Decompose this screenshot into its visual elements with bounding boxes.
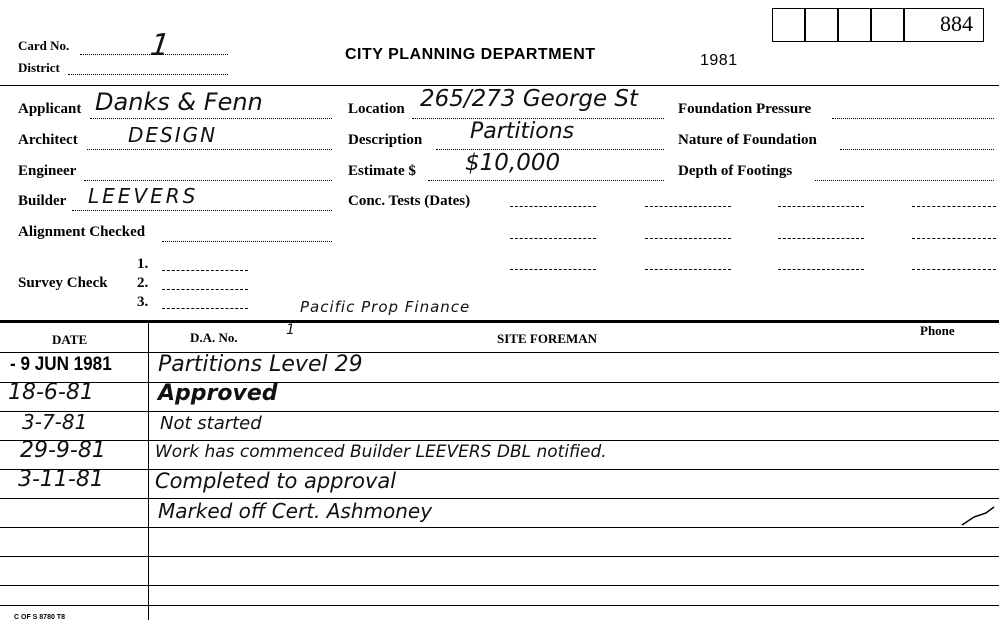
card-no-value: 1 bbox=[144, 28, 175, 63]
location-value: 265/273 George St bbox=[420, 86, 639, 112]
survey-num-1: 1. bbox=[137, 256, 149, 272]
conc-line bbox=[510, 196, 596, 207]
log-row-line bbox=[0, 382, 999, 383]
log-row-line bbox=[0, 498, 999, 499]
location-label: Location bbox=[348, 101, 405, 117]
log-row-line bbox=[0, 440, 999, 441]
log-date: - 9 JUN 1981 bbox=[10, 354, 112, 375]
depth-of-footings-line bbox=[815, 166, 994, 181]
conc-line bbox=[912, 196, 996, 207]
card-number: 884 bbox=[904, 8, 984, 42]
log-entry: Not started bbox=[160, 413, 262, 434]
conc-line bbox=[778, 228, 864, 239]
tick-mark bbox=[960, 505, 996, 529]
log-date: 3-11-81 bbox=[18, 467, 104, 492]
conc-line bbox=[778, 259, 864, 270]
builder-label: Builder bbox=[18, 193, 67, 209]
log-row-line bbox=[0, 411, 999, 412]
district-line bbox=[68, 60, 228, 75]
conc-tests-label: Conc. Tests (Dates) bbox=[348, 193, 471, 209]
survey-num-3: 3. bbox=[137, 294, 149, 310]
nature-of-foundation-line bbox=[840, 135, 994, 150]
applicant-value: Danks & Fenn bbox=[95, 88, 263, 116]
year: 1981 bbox=[700, 52, 738, 69]
card-number-box-1 bbox=[772, 8, 805, 42]
conc-line bbox=[645, 259, 731, 270]
description-label: Description bbox=[348, 132, 423, 148]
conc-line bbox=[510, 259, 596, 270]
estimate-label: Estimate $ bbox=[348, 163, 416, 179]
log-row-line bbox=[0, 469, 999, 470]
conc-line bbox=[510, 228, 596, 239]
alignment-label: Alignment Checked bbox=[18, 224, 146, 240]
phone-header: Phone bbox=[920, 323, 955, 338]
log-date: 29-9-81 bbox=[20, 438, 106, 463]
engineer-line bbox=[84, 166, 332, 181]
builder-value: LEEVERS bbox=[88, 184, 199, 208]
architect-label: Architect bbox=[18, 132, 78, 148]
card-number-box-3 bbox=[838, 8, 871, 42]
da-no-value: 1 bbox=[286, 322, 295, 338]
log-row-line bbox=[0, 556, 999, 557]
da-no-header: D.A. No. bbox=[190, 330, 238, 345]
conc-line bbox=[912, 259, 996, 270]
foundation-pressure-line bbox=[832, 104, 994, 119]
site-foreman-header: SITE FOREMAN bbox=[497, 331, 598, 346]
log-entry: Approved bbox=[158, 381, 278, 406]
card-no-label: Card No. bbox=[18, 38, 70, 53]
conc-line bbox=[645, 228, 731, 239]
log-entry: Work has commenced Builder LEEVERS DBL notified. bbox=[155, 442, 607, 462]
date-header: DATE bbox=[52, 332, 88, 347]
district-label: District bbox=[18, 60, 60, 75]
log-header-divider bbox=[0, 352, 999, 353]
log-entry: Partitions Level 29 bbox=[158, 352, 363, 377]
page-title: CITY PLANNING DEPARTMENT bbox=[345, 46, 596, 63]
survey-line-2 bbox=[162, 277, 248, 290]
log-row-line bbox=[0, 605, 999, 606]
survey-label: Survey Check bbox=[18, 275, 108, 291]
description-value: Partitions bbox=[470, 119, 575, 144]
depth-of-footings-label: Depth of Footings bbox=[678, 163, 793, 179]
estimate-value: $10,000 bbox=[465, 150, 561, 176]
survey-line-3 bbox=[162, 296, 248, 309]
card-number-box-4 bbox=[871, 8, 904, 42]
log-row-line bbox=[0, 527, 999, 528]
conc-line bbox=[778, 196, 864, 207]
card-number-box-2 bbox=[805, 8, 838, 42]
log-top-border bbox=[0, 320, 999, 323]
alignment-line bbox=[162, 227, 332, 242]
engineer-label: Engineer bbox=[18, 163, 77, 179]
survey-line-1 bbox=[162, 258, 248, 271]
architect-value: DESIGN bbox=[128, 123, 218, 147]
applicant-label: Applicant bbox=[18, 101, 82, 117]
handwritten-note: Pacific Prop Finance bbox=[300, 298, 471, 316]
conc-line bbox=[912, 228, 996, 239]
log-date: 3-7-81 bbox=[22, 410, 88, 434]
nature-of-foundation-label: Nature of Foundation bbox=[678, 132, 817, 148]
footer-code: C OF S 8780 T8 bbox=[14, 614, 65, 621]
log-entry: Completed to approval bbox=[155, 469, 397, 493]
log-row-line bbox=[0, 585, 999, 586]
log-entry: Marked off Cert. Ashmoney bbox=[158, 499, 433, 523]
survey-num-2: 2. bbox=[137, 275, 149, 291]
conc-line bbox=[645, 196, 731, 207]
date-column-divider bbox=[148, 320, 149, 620]
log-date: 18-6-81 bbox=[8, 380, 94, 405]
foundation-pressure-label: Foundation Pressure bbox=[678, 101, 812, 117]
